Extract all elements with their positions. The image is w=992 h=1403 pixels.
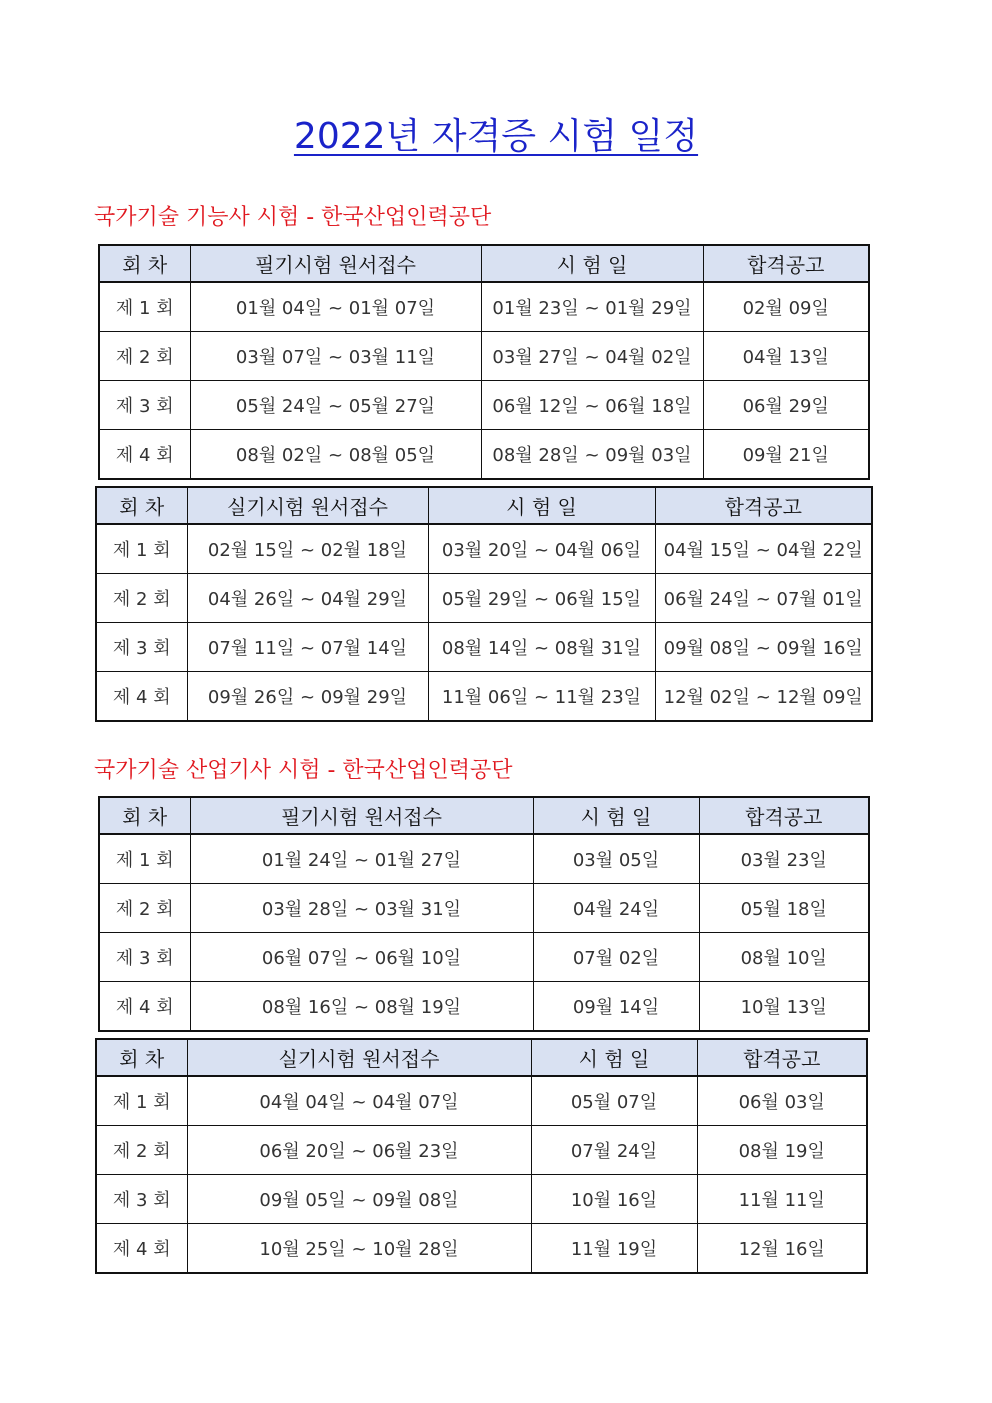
cell-exam-date: 03월 20일 ~ 04월 06일: [428, 524, 655, 574]
engineer-written-table: [98, 796, 870, 1032]
cell-application: 03월 07일 ~ 03월 11일: [190, 332, 481, 381]
table-row: [99, 982, 869, 1032]
cell-application: 09월 05일 ~ 09월 08일: [187, 1175, 531, 1224]
header-result: 합격공고: [699, 797, 869, 834]
cell-result: 05월 18일: [699, 884, 869, 933]
table-row: [96, 574, 872, 623]
cell-round: 제 2 회: [96, 574, 187, 623]
cell-result: 11월 11일: [697, 1175, 867, 1224]
cell-result: 08월 10일: [699, 933, 869, 982]
cell-application: 03월 28일 ~ 03월 31일: [190, 884, 533, 933]
cell-round: 제 3 회: [96, 1175, 187, 1224]
table-row: [99, 933, 869, 982]
table-row: [99, 430, 869, 480]
section-heading-craftsman: 국가기술 기능사 시험 - 한국산업인력공단: [94, 205, 492, 230]
cell-exam-date: 11월 06일 ~ 11월 23일: [428, 672, 655, 722]
page-title: 2022년 자격증 시험 일정: [293, 116, 699, 157]
cell-result: 10월 13일: [699, 982, 869, 1032]
header-round: 회 차: [96, 487, 187, 524]
cell-round: 제 2 회: [96, 1126, 187, 1175]
cell-result: 04월 13일: [703, 332, 869, 381]
cell-result: 12월 16일: [697, 1224, 867, 1274]
section-heading-industrial-engineer: 국가기술 산업기사 시험 - 한국산업인력공단: [94, 758, 513, 783]
cell-application: 06월 20일 ~ 06월 23일: [187, 1126, 531, 1175]
header-exam-date: 시 험 일: [531, 1039, 697, 1076]
table-row: [96, 623, 872, 672]
cell-exam-date: 07월 24일: [531, 1126, 697, 1175]
header-application: 필기시험 원서접수: [190, 245, 481, 282]
cell-exam-date: 04월 24일: [533, 884, 699, 933]
table-row: [99, 282, 869, 332]
cell-round: 제 1 회: [99, 834, 190, 884]
table-row: [99, 381, 869, 430]
table-row: [96, 524, 872, 574]
cell-round: 제 2 회: [99, 884, 190, 933]
cell-application: 04월 26일 ~ 04월 29일: [187, 574, 428, 623]
craftsman-written-table: [98, 244, 870, 480]
cell-application: 01월 04일 ~ 01월 07일: [190, 282, 481, 332]
engineer-practical-table: [95, 1038, 868, 1274]
cell-round: 제 2 회: [99, 332, 190, 381]
header-application: 필기시험 원서접수: [190, 797, 533, 834]
cell-exam-date: 05월 07일: [531, 1076, 697, 1126]
table-header-row: [99, 245, 869, 282]
cell-exam-date: 01월 23일 ~ 01월 29일: [481, 282, 703, 332]
header-result: 합격공고: [697, 1039, 867, 1076]
cell-round: 제 4 회: [99, 982, 190, 1032]
header-round: 회 차: [99, 797, 190, 834]
header-exam-date: 시 험 일: [481, 245, 703, 282]
cell-exam-date: 10월 16일: [531, 1175, 697, 1224]
cell-application: 07월 11일 ~ 07월 14일: [187, 623, 428, 672]
header-round: 회 차: [96, 1039, 187, 1076]
header-exam-date: 시 험 일: [533, 797, 699, 834]
cell-exam-date: 09월 14일: [533, 982, 699, 1032]
table-header-row: [96, 487, 872, 524]
cell-round: 제 3 회: [99, 933, 190, 982]
cell-exam-date: 03월 27일 ~ 04월 02일: [481, 332, 703, 381]
cell-round: 제 1 회: [96, 524, 187, 574]
table-row: [96, 1126, 867, 1175]
cell-result: 06월 03일: [697, 1076, 867, 1126]
cell-result: 09월 21일: [703, 430, 869, 480]
cell-exam-date: 03월 05일: [533, 834, 699, 884]
cell-result: 03월 23일: [699, 834, 869, 884]
table-row: [96, 672, 872, 722]
header-application: 실기시험 원서접수: [187, 1039, 531, 1076]
cell-application: 01월 24일 ~ 01월 27일: [190, 834, 533, 884]
header-result: 합격공고: [655, 487, 872, 524]
header-exam-date: 시 험 일: [428, 487, 655, 524]
cell-application: 09월 26일 ~ 09월 29일: [187, 672, 428, 722]
cell-round: 제 4 회: [96, 672, 187, 722]
cell-result: 06월 29일: [703, 381, 869, 430]
table-row: [99, 332, 869, 381]
cell-exam-date: 07월 02일: [533, 933, 699, 982]
table-row: [99, 884, 869, 933]
cell-application: 04월 04일 ~ 04월 07일: [187, 1076, 531, 1126]
cell-round: 제 1 회: [99, 282, 190, 332]
table-header-row: [99, 797, 869, 834]
cell-application: 08월 16일 ~ 08월 19일: [190, 982, 533, 1032]
cell-round: 제 4 회: [96, 1224, 187, 1274]
cell-round: 제 4 회: [99, 430, 190, 480]
table-row: [96, 1175, 867, 1224]
cell-result: 06월 24일 ~ 07월 01일: [655, 574, 872, 623]
cell-round: 제 3 회: [99, 381, 190, 430]
cell-exam-date: 08월 28일 ~ 09월 03일: [481, 430, 703, 480]
cell-application: 06월 07일 ~ 06월 10일: [190, 933, 533, 982]
cell-application: 10월 25일 ~ 10월 28일: [187, 1224, 531, 1274]
table-row: [99, 834, 869, 884]
cell-round: 제 3 회: [96, 623, 187, 672]
cell-result: 08월 19일: [697, 1126, 867, 1175]
cell-result: 02월 09일: [703, 282, 869, 332]
cell-application: 08월 02일 ~ 08월 05일: [190, 430, 481, 480]
cell-exam-date: 05월 29일 ~ 06월 15일: [428, 574, 655, 623]
craftsman-practical-table: [95, 486, 873, 722]
header-result: 합격공고: [703, 245, 869, 282]
cell-result: 12월 02일 ~ 12월 09일: [655, 672, 872, 722]
table-row: [96, 1076, 867, 1126]
cell-result: 04월 15일 ~ 04월 22일: [655, 524, 872, 574]
table-header-row: [96, 1039, 867, 1076]
cell-result: 09월 08일 ~ 09월 16일: [655, 623, 872, 672]
cell-application: 02월 15일 ~ 02월 18일: [187, 524, 428, 574]
cell-exam-date: 11월 19일: [531, 1224, 697, 1274]
cell-application: 05월 24일 ~ 05월 27일: [190, 381, 481, 430]
cell-exam-date: 06월 12일 ~ 06월 18일: [481, 381, 703, 430]
table-row: [96, 1224, 867, 1274]
cell-round: 제 1 회: [96, 1076, 187, 1126]
header-application: 실기시험 원서접수: [187, 487, 428, 524]
header-round: 회 차: [99, 245, 190, 282]
cell-exam-date: 08월 14일 ~ 08월 31일: [428, 623, 655, 672]
